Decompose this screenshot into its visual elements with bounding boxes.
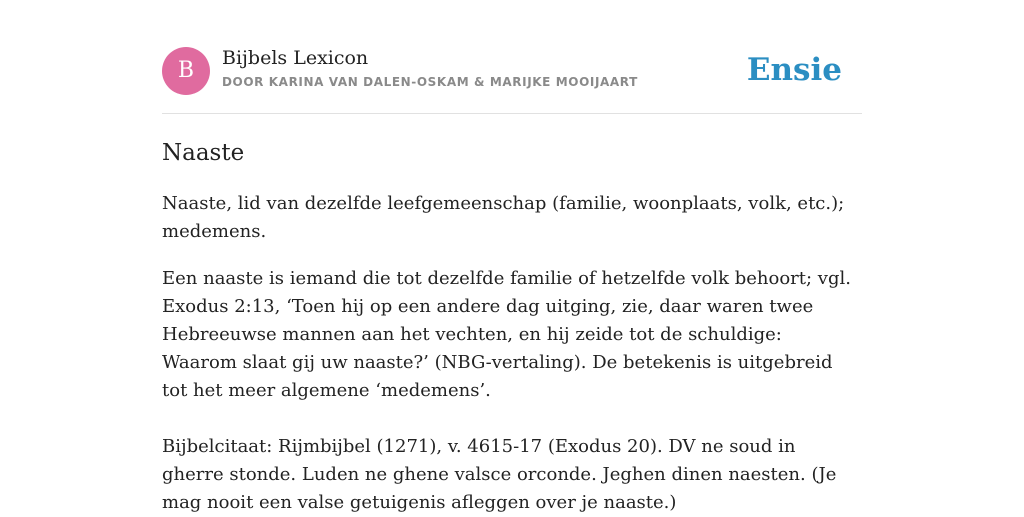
avatar[interactable]: B — [162, 47, 210, 95]
authors-byline: DOOR KARINA VAN DALEN-OSKAM & MARIJKE MOOIJAART — [222, 75, 638, 89]
lexicon-header — [162, 46, 862, 96]
explanation-paragraph: Een naaste is iemand die tot dezelfde familie of hetzelfde volk behoort; vgl. Exodus 2:13, ‘Toen hij op een andere dag uitging, zie, daar waren twee Hebreeuwse mannen aan het vechten, en hij zeide tot de schuldige: Waarom slaat gij uw naaste?’ (NBG-vertaling). De betekenis is uitgebreid tot het meer algemene ‘medemens’. — [162, 268, 851, 401]
definition-paragraph: Naaste, lid van dezelfde leefgemeenschap (familie, woonplaats, volk, etc.); medemens. — [162, 193, 845, 242]
page — [162, 0, 862, 512]
header-divider — [162, 113, 862, 114]
entry-title: Naaste — [162, 140, 245, 166]
ensie-logo[interactable]: Ensie — [746, 52, 842, 88]
book-title[interactable]: Bijbels Lexicon — [222, 47, 369, 69]
bible-quote-paragraph: Bijbelcitaat: Rijmbijbel (1271), v. 4615-17 (Exodus 20). DV ne soud in gherre stonde. Luden ne ghene valsce orconde. Jeghen dinen naesten. (Je mag nooit een valse getuigenis afleggen over je naaste.) — [162, 436, 837, 513]
